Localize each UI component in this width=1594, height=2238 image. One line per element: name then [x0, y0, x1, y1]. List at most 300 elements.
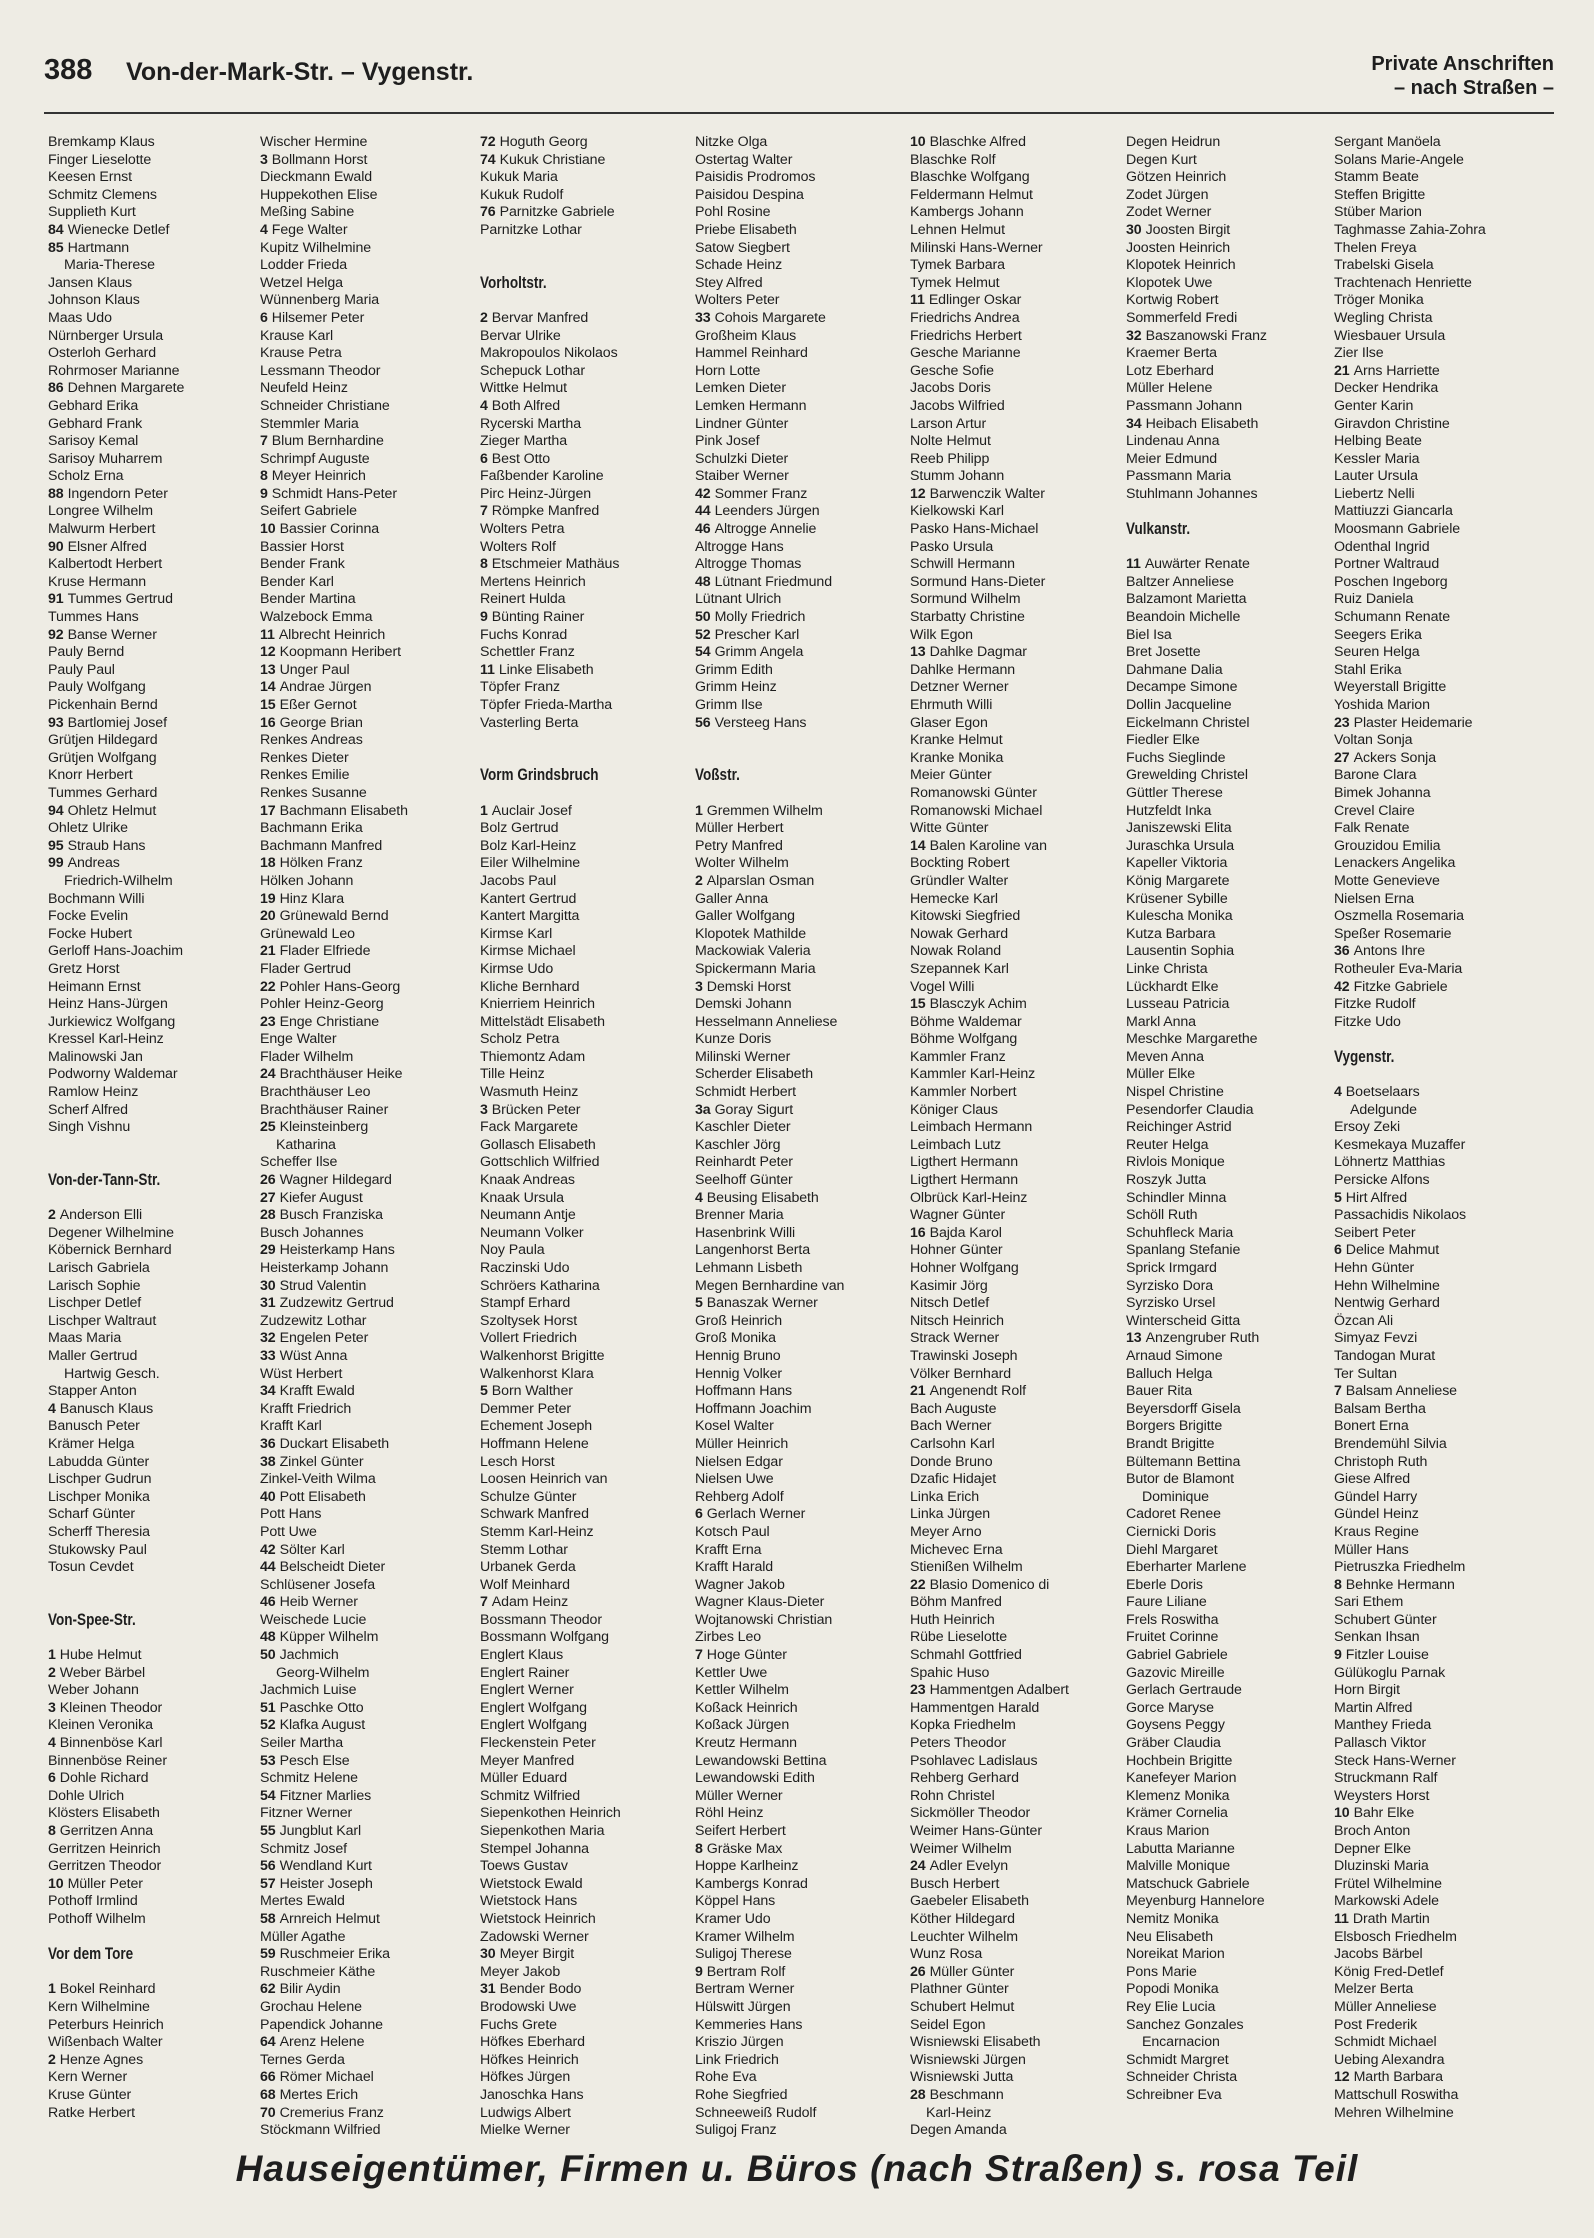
- resident-name: Groß Heinrich: [695, 1312, 782, 1329]
- resident-name: Albrecht Heinrich: [278, 626, 386, 643]
- resident-entry: [1334, 627, 1539, 645]
- resident-entry: [48, 503, 253, 521]
- resident-name: Güttler Therese: [1126, 784, 1223, 801]
- resident-name: Köther Hildegard: [910, 1910, 1015, 1927]
- house-number: 11: [480, 661, 495, 678]
- resident-name: Lehmann Lisbeth: [695, 1260, 803, 1276]
- resident-name: Mattschull Roswitha: [1334, 2086, 1459, 2103]
- resident-name: Müller Agathe: [260, 1928, 346, 1945]
- resident-entry: [910, 345, 1115, 363]
- resident-name: Kramer Udo: [695, 1910, 771, 1927]
- resident-entry: [695, 838, 900, 856]
- resident-name: Dieckmann Ewald: [260, 169, 373, 186]
- resident-entry: [1334, 1418, 1539, 1436]
- resident-entry: [1334, 257, 1539, 275]
- resident-entry: [695, 486, 900, 504]
- resident-entry: [260, 1964, 465, 1982]
- resident-name: Sickmöller Theodor: [910, 1805, 1031, 1822]
- resident-name: Pasko Ursula: [910, 538, 994, 555]
- resident-entry: [260, 134, 465, 152]
- resident-entry: [910, 1084, 1115, 1102]
- resident-name: Kantert Margitta: [480, 908, 580, 925]
- resident-entry: [910, 486, 1115, 504]
- resident-entry: [695, 1049, 900, 1067]
- resident-name: Eßer Gernot: [279, 697, 357, 713]
- resident-entry: [480, 908, 685, 926]
- resident-name: Koßack Jürgen: [695, 1717, 790, 1734]
- resident-entry: [260, 1524, 465, 1542]
- resident-name: Kettler Wilhelm: [695, 1682, 789, 1699]
- resident-name: Horn Birgit: [1334, 1682, 1400, 1699]
- resident-entry: [910, 1542, 1115, 1560]
- house-number: 57: [260, 1875, 276, 1892]
- house-number: 91: [48, 591, 64, 608]
- resident-name: Bervar Ulrike: [480, 327, 561, 344]
- spacer: [480, 785, 685, 803]
- resident-name: Hartwig Gesch.: [64, 1365, 160, 1382]
- resident-name: Fruitet Corinne: [1126, 1629, 1219, 1646]
- resident-entry: [480, 1911, 685, 1929]
- resident-entry: [1126, 345, 1331, 363]
- resident-name: Meier Günter: [910, 767, 992, 784]
- resident-name: Siepenkothen Maria: [480, 1823, 605, 1839]
- resident-entry: [48, 1348, 253, 1366]
- resident-name: Gerlach Werner: [706, 1506, 806, 1523]
- resident-entry: [48, 169, 253, 187]
- resident-entry: [910, 908, 1115, 926]
- resident-entry: [48, 539, 253, 557]
- resident-name: Wegling Christa: [1334, 309, 1433, 326]
- resident-name: Walzebock Emma: [260, 609, 373, 626]
- resident-name: Malinowski Jan: [48, 1048, 143, 1065]
- resident-name: Lehnen Helmut: [910, 221, 1005, 238]
- house-number: 74: [480, 151, 496, 168]
- resident-entry: [480, 416, 685, 434]
- resident-name: Motte Genevieve: [1334, 872, 1440, 889]
- resident-entry: [1334, 380, 1539, 398]
- house-number: 42: [260, 1541, 276, 1558]
- resident-name: Kammler Norbert: [910, 1084, 1017, 1101]
- resident-name: Wüst Anna: [279, 1347, 348, 1364]
- resident-name: Stukowsky Paul: [48, 1541, 147, 1558]
- resident-name: Sari Ethem: [1334, 1594, 1404, 1611]
- resident-name: Walkenhorst Brigitte: [480, 1347, 605, 1364]
- resident-entry: [1334, 855, 1539, 873]
- resident-name: Passmann Johann: [1126, 397, 1243, 414]
- resident-name: Schmitz Josef: [260, 1840, 348, 1857]
- resident-entry: [48, 644, 253, 662]
- resident-name: Sölter Karl: [279, 1541, 345, 1558]
- resident-name: Supplieth Kurt: [48, 204, 136, 221]
- spacer: [48, 1929, 253, 1947]
- resident-entry-continuation: [48, 1366, 253, 1384]
- resident-name: Klopotek Mathilde: [695, 925, 807, 942]
- resident-name: Wisniewski Jutta: [910, 2069, 1014, 2086]
- resident-name: Bajda Karol: [929, 1224, 1002, 1241]
- resident-name: Neumann Antje: [480, 1207, 576, 1224]
- resident-entry: [480, 204, 685, 222]
- resident-name: Schlüsener Josefa: [260, 1576, 376, 1593]
- house-number: 55: [260, 1823, 276, 1839]
- resident-name: Markl Anna: [1126, 1013, 1196, 1030]
- resident-entry: [910, 468, 1115, 486]
- resident-name: Stumm Johann: [910, 468, 1005, 485]
- resident-name: Andrae Jürgen: [279, 679, 372, 696]
- resident-name: Grünewald Bernd: [279, 908, 389, 925]
- resident-name: Küpper Wilhelm: [279, 1629, 379, 1646]
- resident-entry: [480, 1542, 685, 1560]
- resident-entry: [1126, 1225, 1331, 1243]
- resident-name: Mehren Wilhelmine: [1334, 2104, 1454, 2121]
- house-number: 2: [48, 2051, 56, 2068]
- resident-name: Klemenz Monika: [1126, 1787, 1230, 1804]
- resident-entry: [910, 1278, 1115, 1296]
- resident-name: Hennig Bruno: [695, 1347, 781, 1364]
- resident-entry: [260, 838, 465, 856]
- resident-entry: [260, 1313, 465, 1331]
- resident-name: Wojtanowski Christian: [695, 1611, 833, 1628]
- resident-name: Zirbes Leo: [695, 1629, 762, 1646]
- resident-name: Syrzisko Dora: [1126, 1277, 1213, 1294]
- resident-entry: [695, 1102, 900, 1120]
- resident-entry: [260, 574, 465, 592]
- resident-name: Hoge Günter: [706, 1647, 787, 1664]
- resident-entry: [1126, 767, 1331, 785]
- resident-entry: [260, 1647, 465, 1665]
- resident-entry: [695, 1770, 900, 1788]
- resident-name: Olbrück Karl-Heinz: [910, 1189, 1028, 1206]
- resident-name: Horn Lotte: [695, 362, 761, 379]
- resident-name: Lausentin Sophia: [1126, 943, 1235, 960]
- resident-entry: [695, 521, 900, 539]
- resident-entry: [1334, 1876, 1539, 1894]
- resident-name: Stemmler Maria: [260, 415, 359, 432]
- resident-name: Kranke Monika: [910, 749, 1004, 766]
- resident-name: Arnaud Simone: [1126, 1347, 1223, 1364]
- resident-name: Flader Elfriede: [279, 943, 371, 960]
- resident-entry: [480, 1559, 685, 1577]
- resident-name: Labutta Marianne: [1126, 1840, 1235, 1857]
- resident-name: Schröers Katharina: [480, 1277, 600, 1294]
- resident-entry: [260, 1454, 465, 1472]
- house-number: 85: [48, 239, 64, 256]
- resident-entry: [910, 204, 1115, 222]
- resident-name: Nispel Christine: [1126, 1084, 1224, 1101]
- resident-entry: [1126, 2087, 1331, 2105]
- resident-entry: [695, 1893, 900, 1911]
- resident-name: Wiesbauer Ursula: [1334, 327, 1446, 344]
- resident-name: Kosel Walter: [695, 1418, 774, 1435]
- resident-name: Bachmann Erika: [260, 820, 363, 837]
- resident-entry: [910, 1964, 1115, 1982]
- resident-name: Löhnertz Matthias: [1334, 1154, 1446, 1171]
- resident-entry: [48, 1788, 253, 1806]
- resident-name: Tymek Helmut: [910, 274, 1000, 291]
- resident-name: Wilk Egon: [910, 626, 973, 643]
- resident-name: Kambergs Konrad: [695, 1875, 808, 1892]
- resident-name: Dehnen Margarete: [67, 380, 185, 397]
- resident-entry: [1126, 292, 1331, 310]
- resident-entry: [260, 2034, 465, 2052]
- resident-name: Meven Anna: [1126, 1048, 1204, 1065]
- resident-entry: [1126, 1929, 1331, 1947]
- resident-entry: [1334, 275, 1539, 293]
- resident-entry: [1334, 908, 1539, 926]
- house-number: 56: [260, 1858, 276, 1875]
- resident-name: Kupitz Wilhelmine: [260, 239, 372, 256]
- resident-entry: [695, 926, 900, 944]
- resident-name: Galler Anna: [695, 890, 769, 907]
- resident-name: Gremmen Wilhelm: [706, 802, 823, 819]
- resident-name: Urbanek Gerda: [480, 1559, 576, 1576]
- resident-entry: [1334, 222, 1539, 240]
- resident-entry: [260, 240, 465, 258]
- resident-entry: [260, 961, 465, 979]
- resident-name: Noreikat Marion: [1126, 1946, 1225, 1963]
- resident-entry: [910, 1348, 1115, 1366]
- house-number: 14: [260, 679, 276, 696]
- resident-entry: [1126, 1841, 1331, 1859]
- resident-name: Dohle Ulrich: [48, 1787, 125, 1804]
- resident-entry: [260, 468, 465, 486]
- resident-name: Pott Elisabeth: [279, 1488, 366, 1505]
- resident-name: Hoppe Karlheinz: [695, 1858, 799, 1875]
- resident-name: Kramer Wilhelm: [695, 1928, 795, 1945]
- resident-name: Kambergs Johann: [910, 204, 1024, 221]
- resident-name: Meßing Sabine: [260, 204, 355, 221]
- resident-entry: [480, 1137, 685, 1155]
- resident-name: Degen Amanda: [910, 2122, 1007, 2139]
- resident-name: Falk Renate: [1334, 820, 1410, 837]
- resident-entry: [695, 908, 900, 926]
- resident-entry: [480, 2034, 685, 2052]
- resident-name: Depner Elke: [1334, 1840, 1411, 1857]
- resident-entry: [480, 398, 685, 416]
- resident-entry: [480, 891, 685, 909]
- resident-name: Suligoj Franz: [695, 2122, 777, 2139]
- resident-entry: [480, 1629, 685, 1647]
- resident-name: Kranke Helmut: [910, 732, 1003, 749]
- resident-name: Kunze Doris: [695, 1031, 772, 1048]
- resident-entry: [260, 1242, 465, 1260]
- resident-entry: [695, 1225, 900, 1243]
- resident-name: Hohner Wolfgang: [910, 1260, 1019, 1276]
- resident-entry: [1334, 1207, 1539, 1225]
- resident-name: Renkes Susanne: [260, 784, 367, 801]
- resident-name: Kraemer Berta: [1126, 345, 1217, 362]
- resident-entry: [480, 1823, 685, 1841]
- resident-name: Taghmasse Zahia-Zohra: [1334, 221, 1486, 238]
- resident-entry: [910, 134, 1115, 152]
- resident-name: Unger Paul: [279, 661, 350, 678]
- resident-name: Lindenau Anna: [1126, 433, 1220, 450]
- resident-entry: [695, 1524, 900, 1542]
- resident-entry: [695, 873, 900, 891]
- resident-entry: [1334, 1366, 1539, 1384]
- resident-name: Stemm Karl-Heinz: [480, 1523, 594, 1540]
- resident-name: Kern Werner: [48, 2069, 128, 2086]
- resident-entry: [910, 609, 1115, 627]
- resident-entry: [1334, 1383, 1539, 1401]
- resident-name: Zinkel Günter: [279, 1453, 364, 1470]
- resident-entry: [480, 222, 685, 240]
- resident-entry: [910, 1137, 1115, 1155]
- resident-name: Sommerfeld Fredi: [1126, 309, 1238, 326]
- resident-entry: [1334, 926, 1539, 944]
- resident-name: Linka Erich: [910, 1488, 980, 1505]
- resident-entry: [260, 1788, 465, 1806]
- resident-name: Schreibner Eva: [1126, 2086, 1222, 2103]
- resident-entry: [260, 1735, 465, 1753]
- resident-name: Hehn Wilhelmine: [1334, 1277, 1440, 1294]
- house-number: 31: [260, 1295, 276, 1312]
- resident-name: Milinski Werner: [695, 1048, 791, 1065]
- resident-name: Hirt Alfred: [1345, 1189, 1407, 1206]
- resident-name: Tummes Gertrud: [67, 591, 173, 608]
- resident-name: Wolf Meinhard: [480, 1576, 570, 1593]
- resident-entry: [480, 1647, 685, 1665]
- resident-entry: [48, 767, 253, 785]
- resident-entry: [480, 1366, 685, 1384]
- resident-name: Mertes Ewald: [260, 1893, 345, 1910]
- resident-name: Bossmann Wolfgang: [480, 1629, 609, 1646]
- resident-name: Baltzer Anneliese: [1126, 573, 1234, 590]
- resident-name: Grewelding Christel: [1126, 767, 1248, 784]
- resident-entry: [910, 240, 1115, 258]
- resident-name: Singh Vishnu: [48, 1119, 131, 1136]
- resident-entry: [480, 187, 685, 205]
- resident-name: Kliche Bernhard: [480, 978, 580, 995]
- resident-name: Loosen Heinrich van: [480, 1471, 608, 1488]
- resident-entry: [480, 1154, 685, 1172]
- resident-name: Wasmuth Heinz: [480, 1084, 579, 1101]
- resident-name: Zadowski Werner: [480, 1928, 589, 1945]
- resident-name: Rohe Eva: [695, 2069, 757, 2086]
- resident-name: Müller Werner: [695, 1787, 783, 1804]
- resident-name: Kern Wilhelmine: [48, 1998, 150, 2015]
- house-number: 4: [48, 1735, 56, 1752]
- resident-entry: [695, 1031, 900, 1049]
- resident-entry: [910, 1190, 1115, 1208]
- resident-name: Schmitz Wilfried: [480, 1787, 581, 1804]
- resident-entry: [695, 204, 900, 222]
- resident-name: Galler Wolfgang: [695, 908, 795, 925]
- resident-entry: [1126, 732, 1331, 750]
- resident-entry: [480, 363, 685, 381]
- house-number: 9: [1334, 1647, 1342, 1664]
- house-number: 68: [260, 2086, 276, 2103]
- resident-name: Schneider Christiane: [260, 397, 390, 414]
- directory-column-1: [48, 134, 253, 2122]
- resident-name: Schettler Franz: [480, 644, 575, 661]
- resident-name: Klopotek Heinrich: [1126, 257, 1236, 274]
- resident-name: Lückhardt Elke: [1126, 978, 1219, 995]
- resident-name: Demski Horst: [706, 978, 791, 995]
- resident-name: Grütjen Wolfgang: [48, 749, 157, 766]
- resident-entry: [260, 1893, 465, 1911]
- resident-entry: [480, 1066, 685, 1084]
- resident-name: Arns Harriette: [1353, 362, 1440, 379]
- resident-entry: [260, 1172, 465, 1190]
- resident-name: Pott Hans: [260, 1506, 322, 1523]
- resident-entry: [910, 521, 1115, 539]
- resident-entry: [260, 1154, 465, 1172]
- resident-name: Milinski Hans-Werner: [910, 239, 1043, 256]
- resident-name: Böhme Wolfgang: [910, 1031, 1018, 1048]
- resident-entry: [1126, 891, 1331, 909]
- resident-entry: [480, 1577, 685, 1595]
- resident-entry: [1334, 644, 1539, 662]
- resident-entry: [695, 345, 900, 363]
- resident-name: Lischper Waltraut: [48, 1312, 157, 1329]
- house-number: 1: [480, 802, 488, 819]
- resident-entry: [48, 275, 253, 293]
- resident-name: Reeb Philipp: [910, 450, 990, 467]
- resident-entry: [695, 433, 900, 451]
- resident-name: Heinz Hans-Jürgen: [48, 996, 168, 1013]
- resident-entry: [48, 451, 253, 469]
- resident-entry: [1334, 468, 1539, 486]
- resident-entry: [260, 2105, 465, 2123]
- resident-entry: [695, 1981, 900, 1999]
- resident-entry: [480, 1260, 685, 1278]
- resident-name: Kielkowski Karl: [910, 503, 1004, 520]
- resident-name: Bertram Werner: [695, 1981, 795, 1998]
- resident-name: Kettler Uwe: [695, 1664, 768, 1681]
- resident-name: Grimm Edith: [695, 661, 773, 678]
- resident-entry: [910, 767, 1115, 785]
- resident-entry: [695, 996, 900, 1014]
- resident-entry: [695, 1858, 900, 1876]
- resident-entry: [695, 1717, 900, 1735]
- resident-name: Klopotek Uwe: [1126, 274, 1213, 291]
- resident-name: Mertes Erich: [279, 2086, 359, 2103]
- resident-name: Bonert Erna: [1334, 1418, 1409, 1435]
- resident-entry: [48, 591, 253, 609]
- resident-name: Wüst Herbert: [260, 1365, 343, 1382]
- house-number: 32: [260, 1330, 276, 1347]
- resident-entry: [910, 1366, 1115, 1384]
- resident-name: Marth Barbara: [1353, 2069, 1443, 2086]
- resident-entry: [1334, 873, 1539, 891]
- resident-entry-continuation: [1126, 1489, 1331, 1507]
- resident-name: Zieger Martha: [480, 433, 568, 450]
- resident-entry: [260, 433, 465, 451]
- house-number: 93: [48, 714, 64, 731]
- resident-name: Rotheuler Eva-Maria: [1334, 960, 1463, 977]
- resident-name: Mielke Werner: [480, 2122, 570, 2139]
- resident-name: Maas Maria: [48, 1330, 122, 1347]
- house-number: 10: [1334, 1805, 1350, 1822]
- resident-entry: [695, 1594, 900, 1612]
- spacer: [695, 732, 900, 750]
- resident-name: Schubert Günter: [1334, 1611, 1437, 1628]
- resident-name: Vogel Willi: [910, 978, 975, 995]
- resident-entry: [910, 926, 1115, 944]
- resident-name: Lütnant Ulrich: [695, 591, 782, 608]
- resident-entry: [695, 1612, 900, 1630]
- resident-entry: [1126, 1700, 1331, 1718]
- resident-name: Gündel Harry: [1334, 1488, 1418, 1505]
- resident-name: Etschmeier Mathäus: [491, 556, 620, 573]
- resident-name: Spahic Huso: [910, 1664, 990, 1681]
- resident-name: Renkes Dieter: [260, 749, 349, 766]
- resident-entry: [48, 1454, 253, 1472]
- resident-name: Jansen Klaus: [48, 274, 132, 291]
- spacer: [48, 1154, 253, 1172]
- house-number: 8: [480, 556, 488, 573]
- resident-entry: [695, 2034, 900, 2052]
